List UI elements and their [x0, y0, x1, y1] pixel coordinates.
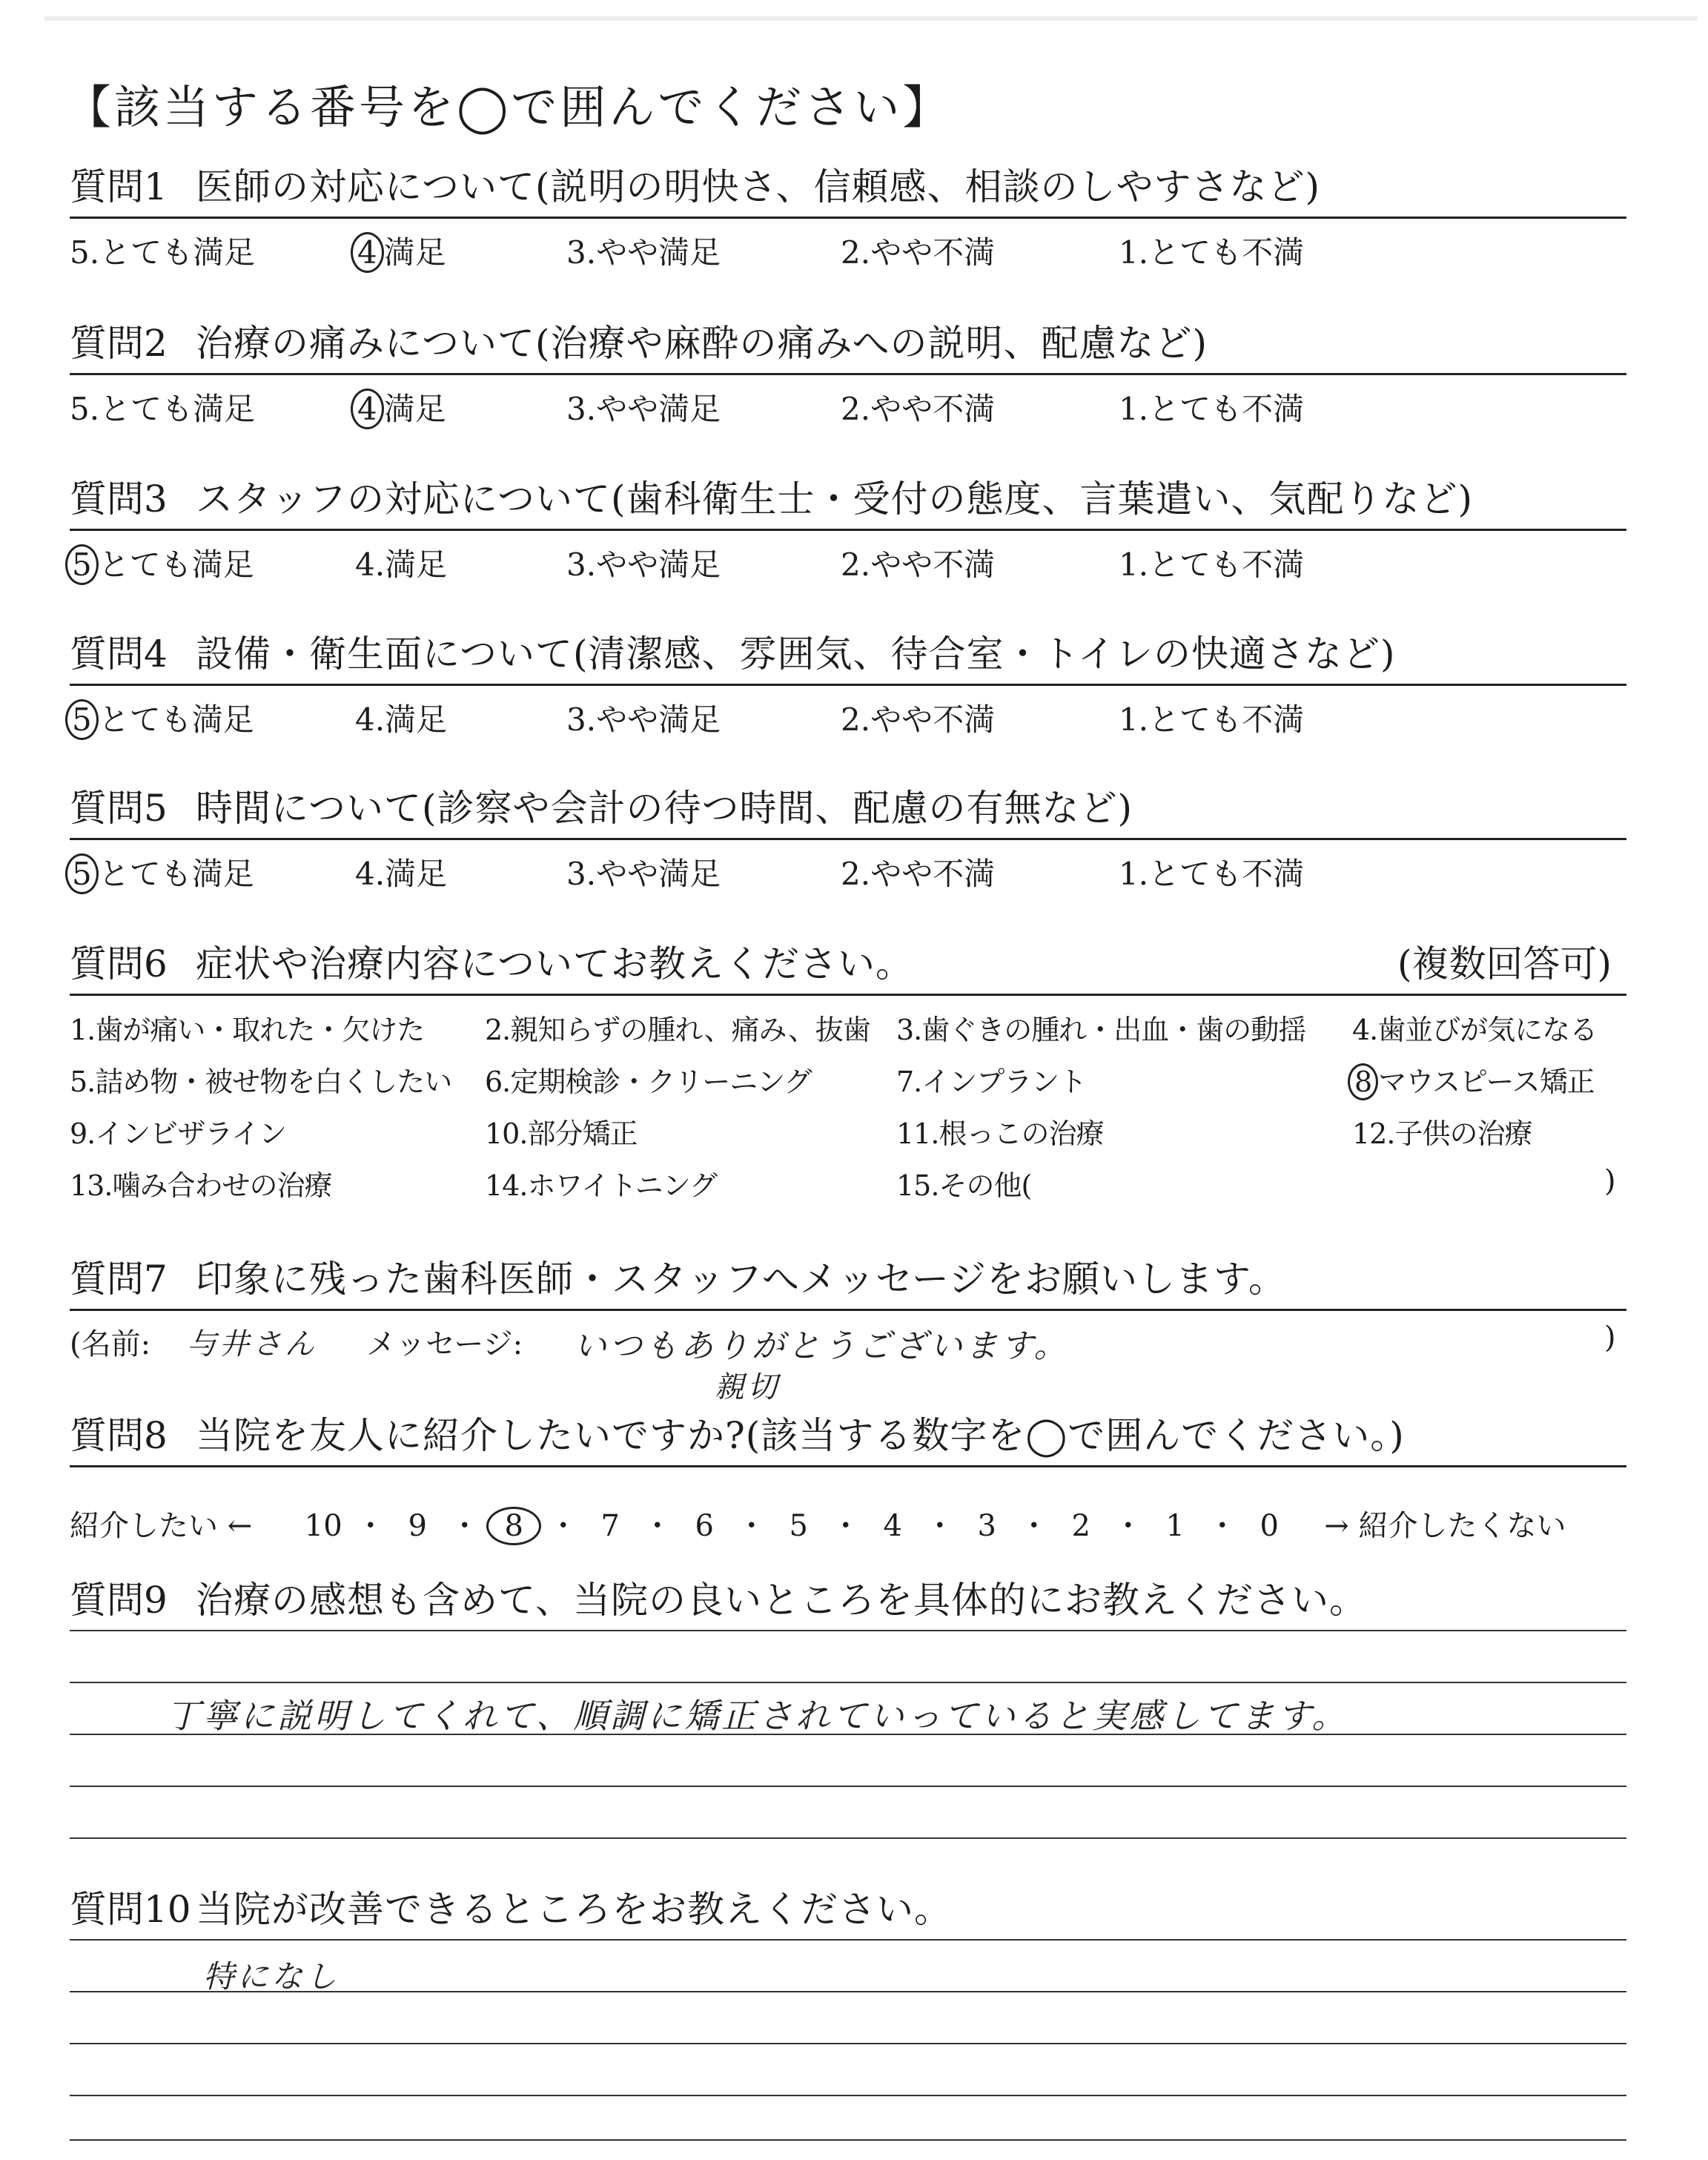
- option-label: インビザライン: [95, 1117, 287, 1150]
- option-number: 9.: [70, 1117, 96, 1150]
- rating-option[interactable]: [70, 228, 255, 273]
- scale-separator: ・: [355, 1509, 385, 1543]
- message-note-handwritten[interactable]: 親切: [715, 1370, 780, 1404]
- option-label: 親知らずの腫れ、痛み、抜歯: [510, 1014, 870, 1046]
- other-close-paren: ): [1604, 1164, 1616, 1198]
- scale-separator: ・: [449, 1509, 480, 1543]
- option-number: 5: [65, 853, 99, 894]
- message-close-paren: ): [1604, 1321, 1616, 1355]
- option-number: 3.: [566, 391, 597, 427]
- scale-value[interactable]: 3: [977, 1509, 996, 1543]
- question-number: 質問8: [70, 1414, 168, 1457]
- option-label: 歯ぐきの腫れ・出血・歯の動揺: [921, 1014, 1306, 1046]
- option-label: とても不満: [1148, 234, 1305, 271]
- question-rule: [70, 1309, 1626, 1311]
- option-label: とても満足: [99, 391, 256, 427]
- scale-value[interactable]: 0: [1260, 1509, 1279, 1543]
- option-number: 3.: [566, 234, 597, 271]
- question-number: 質問1: [70, 165, 168, 208]
- question-number: 質問3: [70, 478, 168, 521]
- rating-option[interactable]: [841, 385, 995, 429]
- question-number: 質問6: [70, 942, 168, 985]
- rating-option[interactable]: [355, 228, 446, 273]
- question-number: 質問5: [70, 787, 168, 830]
- rating-option[interactable]: [1119, 385, 1304, 429]
- option-number: 14.: [485, 1169, 528, 1202]
- scale-value[interactable]: 4: [883, 1509, 902, 1543]
- option-label: 満足: [383, 234, 446, 271]
- option-label: やや不満: [870, 546, 996, 583]
- question-rule: [70, 1465, 1626, 1467]
- question-rule: [70, 994, 1626, 996]
- scale-value[interactable]: 9: [408, 1509, 427, 1543]
- option-label: 噛み合わせの治療: [112, 1169, 332, 1202]
- answer-line: [70, 2043, 1626, 2044]
- option-label: やや満足: [596, 391, 721, 427]
- scan-top-edge: [44, 16, 1698, 21]
- option-label: 部分矯正: [527, 1117, 638, 1150]
- option-label: やや不満: [870, 234, 996, 271]
- option-label: ホワイトニング: [527, 1169, 718, 1202]
- option-label: マウスピース矯正: [1378, 1066, 1595, 1098]
- option-number: 13.: [70, 1169, 113, 1202]
- symptom-option[interactable]: [896, 1111, 1103, 1152]
- symptom-option[interactable]: [896, 1007, 1305, 1048]
- option-number: 2.: [841, 234, 871, 271]
- question-number: 質問4: [70, 633, 168, 676]
- scale-value[interactable]: 5: [789, 1509, 808, 1543]
- rating-option[interactable]: [566, 385, 721, 429]
- question-rule: [70, 838, 1626, 840]
- question-2: [70, 321, 1626, 427]
- answer-line: [70, 1939, 1626, 1941]
- option-label: やや満足: [596, 701, 721, 738]
- option-number: 2.: [485, 1014, 511, 1046]
- answer-handwritten[interactable]: 丁寧に説明してくれて、順調に矯正されていっていると実感してます。: [166, 1696, 1349, 1736]
- option-number: 2.: [841, 856, 871, 892]
- option-number: 8: [1348, 1063, 1378, 1100]
- option-label: とても不満: [1148, 856, 1305, 892]
- rating-option[interactable]: [566, 228, 721, 273]
- option-number: 1.: [1119, 856, 1149, 892]
- option-number: 5: [65, 699, 99, 740]
- option-label: やや満足: [596, 546, 721, 583]
- rating-option[interactable]: [1119, 696, 1304, 740]
- scale-value[interactable]: 8: [486, 1507, 541, 1545]
- option-label: とても不満: [1148, 546, 1305, 583]
- scale-value[interactable]: 10: [304, 1509, 342, 1543]
- answer-line: [70, 2139, 1626, 2141]
- recommend-scale: [70, 1502, 1566, 1545]
- rating-option[interactable]: [70, 541, 254, 585]
- option-number: 4.: [355, 546, 385, 583]
- option-label: 満足: [383, 391, 446, 427]
- scale-separator: ・: [1207, 1509, 1237, 1543]
- question-title: 印象に残った歯科医師・スタッフへメッセージをお願いします。: [196, 1258, 1286, 1301]
- answer-handwritten[interactable]: 特になし: [203, 1958, 340, 1995]
- rating-option[interactable]: [355, 385, 446, 429]
- scale-value[interactable]: 7: [600, 1509, 620, 1543]
- rating-option[interactable]: [1119, 850, 1304, 894]
- option-number: 12.: [1352, 1117, 1395, 1150]
- question-6: [70, 942, 1626, 1202]
- rating-option[interactable]: [566, 696, 721, 740]
- option-number: 4.: [1352, 1014, 1378, 1046]
- form-instructions: 【該当する番号を◯で囲んでください】: [65, 80, 952, 134]
- option-label: 満足: [385, 546, 448, 583]
- option-label: 子供の治療: [1394, 1117, 1532, 1150]
- scale-right-label: → 紹介したくない: [1324, 1509, 1566, 1543]
- question-9: [70, 1578, 1626, 1736]
- rating-option[interactable]: [566, 850, 721, 894]
- question-10: [70, 1887, 1626, 1995]
- option-label: とても不満: [1148, 391, 1305, 427]
- symptom-option[interactable]: [70, 1007, 424, 1048]
- rating-option[interactable]: [841, 541, 995, 585]
- question-5: [70, 786, 1626, 892]
- option-number: 1.: [1119, 234, 1149, 271]
- option-number: 1.: [1119, 701, 1149, 738]
- option-label: とても不満: [1148, 701, 1305, 738]
- rating-option[interactable]: [1119, 541, 1304, 585]
- name-label: (名前:: [70, 1327, 151, 1361]
- answer-line: [70, 2095, 1626, 2096]
- symptom-option[interactable]: [896, 1163, 1031, 1203]
- scale-separator: ・: [830, 1509, 861, 1543]
- scale-value[interactable]: 6: [695, 1509, 714, 1543]
- rating-option[interactable]: [355, 850, 447, 894]
- symptom-option[interactable]: [485, 1163, 717, 1203]
- symptom-option[interactable]: [485, 1111, 637, 1152]
- symptom-option[interactable]: [485, 1007, 870, 1048]
- option-label: とても満足: [98, 701, 254, 738]
- message-handwritten[interactable]: いつもありがとうございます。: [574, 1327, 1070, 1365]
- scale-separator: ・: [1019, 1509, 1049, 1543]
- rating-option[interactable]: [70, 385, 255, 429]
- question-title: 当院を友人に紹介したいですか?(該当する数字を◯で囲んでください。): [196, 1414, 1405, 1457]
- option-number: 5: [65, 544, 99, 585]
- question-7: [70, 1257, 1626, 1404]
- option-label: とても満足: [99, 234, 256, 271]
- option-number: 3.: [566, 546, 597, 583]
- question-title: スタッフの対応について(歯科衛生士・受付の態度、言葉遣い、気配りなど): [196, 478, 1474, 521]
- question-title: 設備・衛生面について(清潔感、雰囲気、待合室・トイレの快適さなど): [196, 633, 1396, 676]
- option-number: 3.: [896, 1014, 922, 1046]
- question-rule: [70, 217, 1626, 219]
- symptom-option[interactable]: [70, 1111, 286, 1152]
- option-number: 4.: [355, 856, 385, 892]
- scale-separator: ・: [1113, 1509, 1143, 1543]
- rating-option[interactable]: [566, 541, 721, 585]
- option-number: 5.: [70, 1066, 96, 1098]
- multiple-answers-note: (複数回答可): [1397, 942, 1612, 985]
- symptom-option[interactable]: [485, 1059, 812, 1100]
- rating-option[interactable]: [355, 541, 447, 585]
- option-number: 3.: [566, 701, 597, 738]
- scale-value[interactable]: 1: [1165, 1509, 1185, 1543]
- symptom-option[interactable]: [70, 1059, 451, 1100]
- question-rule: [70, 529, 1626, 531]
- question-number: 質問10: [70, 1888, 191, 1931]
- option-label: 詰め物・被せ物を白くしたい: [95, 1066, 452, 1098]
- option-number: 10.: [485, 1117, 528, 1150]
- option-label: やや満足: [596, 856, 721, 892]
- question-number: 質問2: [70, 322, 168, 365]
- scale-separator: ・: [924, 1509, 955, 1543]
- answer-line: [70, 1837, 1626, 1839]
- option-label: その他(: [939, 1169, 1032, 1202]
- question-rule: [70, 373, 1626, 375]
- question-title: 治療の痛みについて(治療や麻酔の痛みへの説明、配慮など): [196, 322, 1208, 365]
- question-4: [70, 632, 1626, 738]
- symptom-option[interactable]: [70, 1163, 331, 1203]
- question-3: [70, 477, 1626, 583]
- option-number: 11.: [896, 1117, 939, 1150]
- option-label: やや不満: [870, 701, 996, 738]
- answer-line: [70, 1630, 1626, 1631]
- option-label: やや不満: [870, 391, 996, 427]
- option-number: 6.: [485, 1066, 511, 1098]
- rating-option[interactable]: [841, 228, 995, 273]
- option-label: 根っこの治療: [939, 1117, 1104, 1150]
- option-number: 1.: [70, 1014, 96, 1046]
- option-number: 4: [351, 232, 384, 273]
- answer-line: [70, 1786, 1626, 1787]
- question-number: 質問9: [70, 1579, 168, 1622]
- rating-option[interactable]: [841, 850, 995, 894]
- message-label: メッセージ:: [366, 1327, 523, 1361]
- symptom-option[interactable]: [1352, 1007, 1597, 1048]
- option-label: 歯が痛い・取れた・欠けた: [95, 1014, 425, 1046]
- rating-option[interactable]: [70, 850, 254, 894]
- option-number: 4: [351, 389, 384, 429]
- question-number: 質問7: [70, 1258, 168, 1301]
- option-number: 15.: [896, 1169, 939, 1202]
- option-label: インプラント: [921, 1066, 1087, 1098]
- option-label: とても満足: [98, 856, 254, 892]
- option-label: 定期検診・クリーニング: [510, 1066, 812, 1098]
- scale-separator: ・: [642, 1509, 672, 1543]
- option-number: 1.: [1119, 546, 1149, 583]
- rating-option[interactable]: [841, 696, 995, 740]
- scale-left-label: 紹介したい ←: [70, 1509, 253, 1543]
- option-label: 満足: [385, 701, 448, 738]
- scale-value[interactable]: 2: [1071, 1509, 1090, 1543]
- rating-option[interactable]: [70, 696, 254, 740]
- option-label: 満足: [385, 856, 448, 892]
- rating-option[interactable]: [355, 696, 447, 740]
- option-number: 5.: [70, 391, 100, 427]
- question-1: [70, 165, 1626, 271]
- symptom-option[interactable]: [1352, 1059, 1595, 1100]
- question-rule: [70, 684, 1626, 686]
- option-label: 歯並びが気になる: [1377, 1014, 1598, 1046]
- answer-line: [70, 1682, 1626, 1683]
- option-number: 7.: [896, 1066, 922, 1098]
- option-label: やや満足: [596, 234, 721, 271]
- option-number: 2.: [841, 391, 871, 427]
- question-title: 医師の対応について(説明の明快さ、信頼感、相談のしやすさなど): [196, 165, 1321, 208]
- scale-separator: ・: [548, 1509, 578, 1543]
- rating-option[interactable]: [1119, 228, 1304, 273]
- option-number: 2.: [841, 546, 871, 583]
- option-number: 1.: [1119, 391, 1149, 427]
- name-handwritten[interactable]: 与井さん: [187, 1327, 317, 1361]
- option-number: 5.: [70, 234, 100, 271]
- question-title: 当院が改善できるところをお教えください。: [196, 1888, 952, 1931]
- question-title: 症状や治療内容についてお教えください。: [196, 942, 913, 985]
- option-number: 3.: [566, 856, 597, 892]
- option-label: やや不満: [870, 856, 996, 892]
- symptom-option[interactable]: [1352, 1111, 1532, 1152]
- symptom-option[interactable]: [896, 1059, 1086, 1100]
- option-label: とても満足: [98, 546, 254, 583]
- question-8: [70, 1413, 1626, 1543]
- option-number: 4.: [355, 701, 385, 738]
- question-title: 治療の感想も含めて、当院の良いところを具体的にお教えください。: [196, 1579, 1367, 1622]
- scale-separator: ・: [736, 1509, 767, 1543]
- option-number: 2.: [841, 701, 871, 738]
- question-title: 時間について(診察や会計の待つ時間、配慮の有無など): [196, 787, 1133, 830]
